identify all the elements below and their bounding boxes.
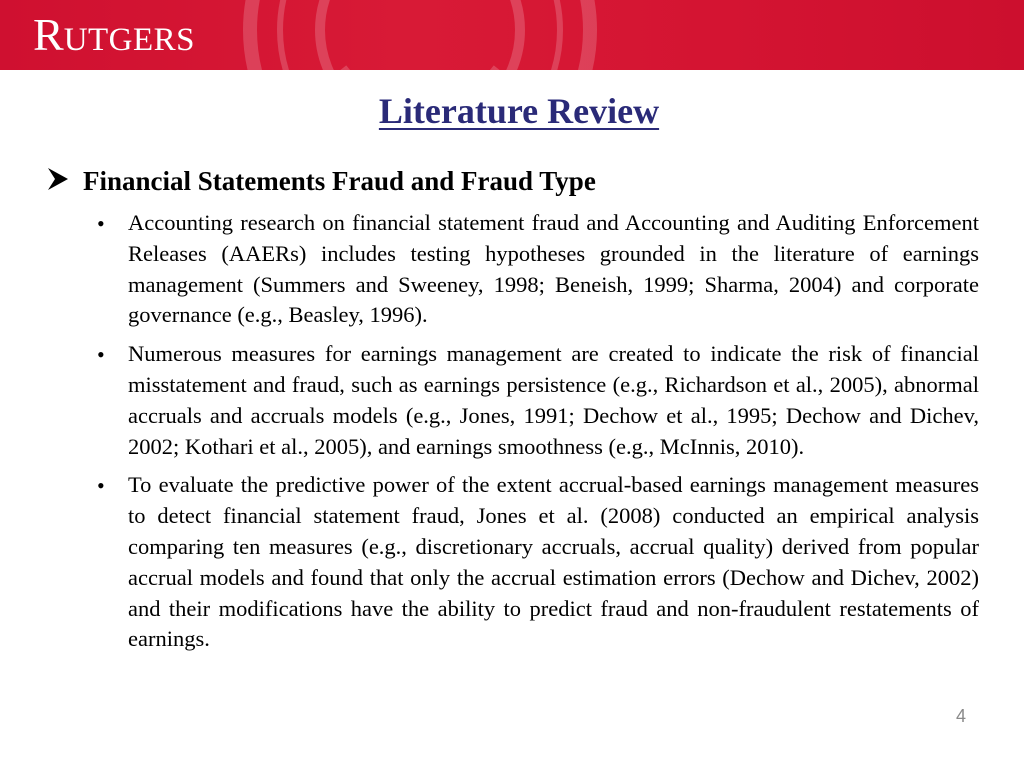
list-item (95, 470, 979, 655)
section (45, 160, 985, 652)
slide-title: Literature Review (378, 91, 660, 131)
bullet-text: Accounting research on financial statement fraud and Accounting and Auditing Enforcement Releases (AAERs) includes testing hypotheses grounded in the literature of earnings management (Summers and Sweeney, 1998; Beneish, 1999; Sharma, 2004) and corporate governance (e.g., Beasley, 1996). (128, 210, 979, 328)
page-number: 4 (955, 706, 966, 726)
header-banner (0, 0, 1024, 70)
arrow-right-icon (45, 166, 71, 192)
bullet-dot: • (97, 473, 105, 499)
bullet-list (95, 208, 979, 663)
section-heading (45, 160, 985, 202)
bullet-text: To evaluate the predictive power of the extent accrual-based earnings management measures to detect financial statement fraud, Jones et al. (2008) conducted an empirical analysis comparing ten measures (e.g., discretionary accruals, accrual quality) derived from popular accrual models and found that only the accrual estimation errors (Dechow and Dichev, 2002) and their modifications have the ability to predict fraud and non-fraudulent restatements of earnings. (128, 472, 979, 652)
list-item (95, 208, 979, 331)
bullet-dot: • (97, 342, 105, 368)
rutgers-logo[interactable]: RUTGERS (33, 9, 196, 60)
seal-watermark-icon (240, 0, 600, 70)
bullet-text: Numerous measures for earnings management are created to indicate the risk of financial misstatement and fraud, such as earnings persistence (e.g., Richardson et al., 2005), abnormal accruals and accruals models (e.g., Jones, 1991; Dechow et al., 1995; Dechow and Dichev, 2002; Kothari et al., 2005), and earnings smoothness (e.g., McInnis, 2010). (128, 341, 979, 459)
bullet-dot: • (97, 211, 105, 236)
section-heading-text: Financial Statements Fraud and Fraud Type (83, 166, 596, 196)
list-item (95, 339, 979, 462)
